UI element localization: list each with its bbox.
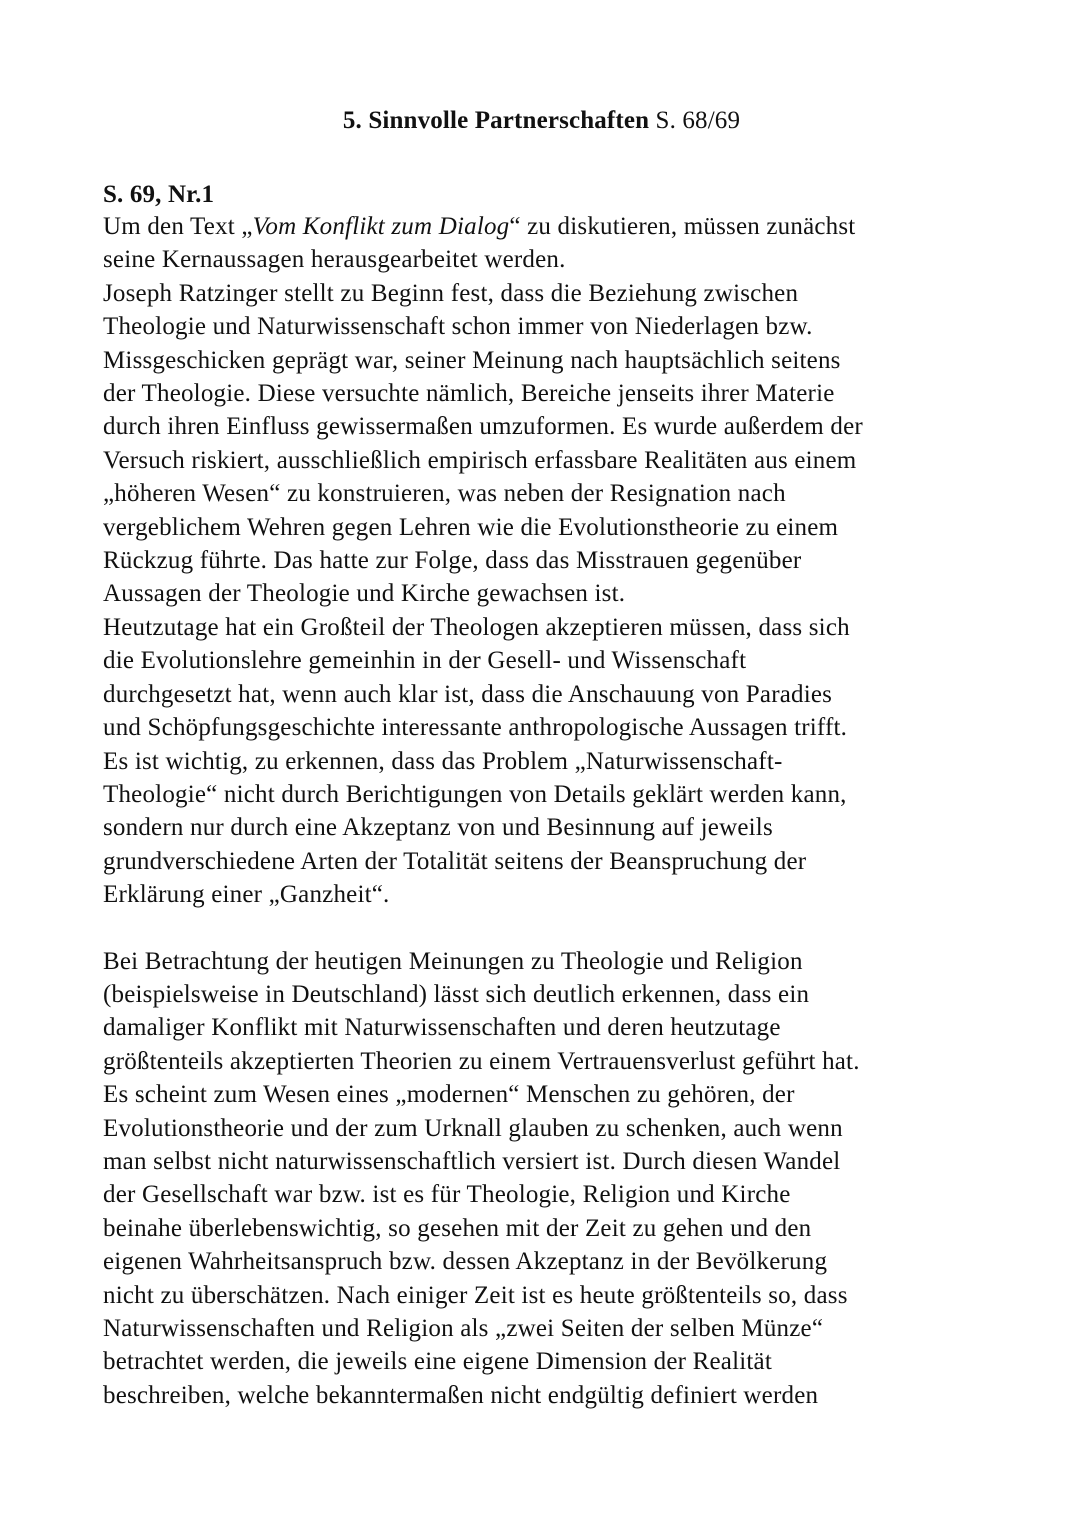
page-title-pages: S. 68/69 — [649, 107, 741, 134]
paragraph-line: „höheren Wesen“ zu konstruieren, was neben der Resignation nach — [103, 480, 786, 508]
paragraph-line: Es ist wichtig, zu erkennen, dass das Problem „Naturwissenschaft- — [103, 747, 783, 775]
paragraph-line: der Theologie. Diese versuchte nämlich, Bereiche jenseits ihrer Materie — [103, 380, 835, 408]
paragraph-line: beinahe überlebenswichtig, so gesehen mit der Zeit zu gehen und den — [103, 1214, 812, 1242]
paragraph-line: grundverschiedene Arten der Totalität seitens der Beanspruchung der — [103, 847, 807, 875]
line-text: “ zu diskutieren, müssen zunächst — [509, 213, 856, 240]
paragraph-line: vergeblichem Wehren gegen Lehren wie die Evolutionstheorie zu einem — [103, 513, 839, 541]
paragraph-line: Theologie“ nicht durch Berichtigungen von Details geklärt werden kann, — [103, 780, 847, 808]
paragraph-1-line-1 — [103, 210, 980, 243]
paragraph-1 — [103, 210, 980, 912]
paragraph-line: Theologie und Naturwissenschaft schon immer von Niederlagen bzw. — [103, 313, 813, 341]
paragraph-line: Missgeschicken geprägt war, seiner Meinung nach hauptsächlich seitens — [103, 346, 841, 374]
paragraph-line: betrachtet werden, die jeweils eine eigene Dimension der Realität — [103, 1348, 772, 1376]
page-title-bold: 5. Sinnvolle Partnerschaften — [342, 107, 650, 134]
paragraph-line: damaliger Konflikt mit Naturwissenschaften und deren heutzutage — [103, 1014, 781, 1042]
paragraph-line: größtenteils akzeptierten Theorien zu einem Vertrauensverlust geführt hat. — [103, 1047, 860, 1075]
paragraph-line: eigenen Wahrheitsanspruch bzw. dessen Akzeptanz in der Bevölkerung — [103, 1248, 828, 1276]
paragraph-line: nicht zu überschätzen. Nach einiger Zeit ist es heute größtenteils so, dass — [103, 1281, 848, 1309]
paragraph-line: Evolutionstheorie und der zum Urknall glauben zu schenken, auch wenn — [103, 1114, 843, 1142]
paragraph-spacer — [103, 912, 980, 945]
paragraph-line: die Evolutionslehre gemeinhin in der Gesell- und Wissenschaft — [103, 647, 747, 675]
paragraph-line: Rückzug führte. Das hatte zur Folge, dass das Misstrauen gegenüber — [103, 547, 802, 575]
paragraph-line: Erklärung einer „Ganzheit“. — [103, 881, 390, 909]
paragraph-line: Heutzutage hat ein Großteil der Theologen akzeptieren müssen, dass sich — [103, 613, 850, 641]
paragraph-line: durchgesetzt hat, wenn auch klar ist, dass die Anschauung von Paradies — [103, 680, 833, 708]
paragraph-line: und Schöpfungsgeschichte interessante anthropologische Aussagen trifft. — [103, 714, 848, 742]
paragraph-line: seine Kernaussagen herausgearbeitet werden. — [103, 246, 566, 274]
cited-title: Vom Konflikt zum Dialog — [252, 213, 510, 240]
paragraph-line: Versuch riskiert, ausschließlich empirisch erfassbare Realitäten aus einem — [103, 446, 857, 474]
paragraph-line: (beispielsweise in Deutschland) lässt sich deutlich erkennen, dass ein — [103, 980, 810, 1008]
line-text: Um den Text „ — [103, 213, 253, 240]
paragraph-line: Bei Betrachtung der heutigen Meinungen zu Theologie und Religion — [103, 947, 803, 975]
page-title — [103, 106, 980, 136]
paragraph-line: sondern nur durch eine Akzeptanz von und Besinnung auf jeweils — [103, 814, 773, 842]
section-heading: S. 69, Nr.1 — [103, 181, 215, 208]
paragraph-2 — [103, 945, 980, 1413]
paragraph-line: Naturwissenschaften und Religion als „zwei Seiten der selben Münze“ — [103, 1315, 824, 1342]
paragraph-line: durch ihren Einfluss gewissermaßen umzuformen. Es wurde außerdem der — [103, 413, 863, 441]
paragraph-line: Aussagen der Theologie und Kirche gewachsen ist. — [103, 580, 626, 608]
paragraph-line: Es scheint zum Wesen eines „modernen“ Menschen zu gehören, der — [103, 1081, 795, 1109]
paragraph-line: Joseph Ratzinger stellt zu Beginn fest, dass die Beziehung zwischen — [103, 279, 799, 307]
paragraph-line: man selbst nicht naturwissenschaftlich versiert ist. Durch diesen Wandel — [103, 1147, 841, 1175]
paragraph-line: beschreiben, welche bekanntermaßen nicht endgültig definiert werden — [103, 1381, 819, 1409]
paragraph-line: der Gesellschaft war bzw. ist es für Theologie, Religion und Kirche — [103, 1181, 791, 1209]
